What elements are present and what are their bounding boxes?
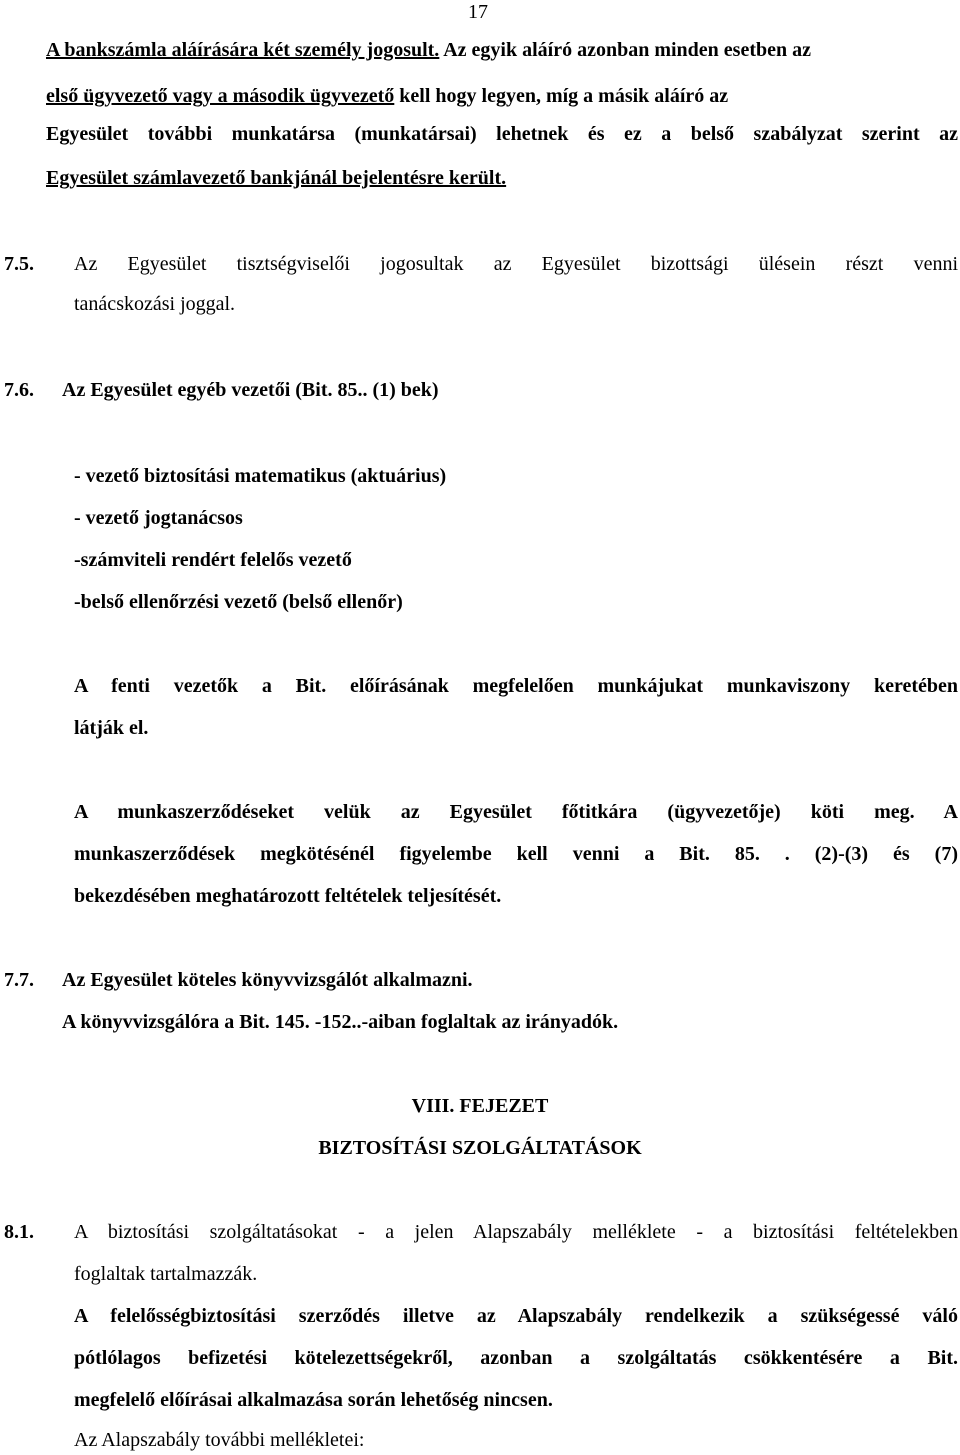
section-8-1-number: 8.1. xyxy=(4,1221,34,1243)
section-7-5-line-1: Az Egyesület tisztségviselői jogosultak az Egyesület bizottsági ülésein részt venni xyxy=(74,253,958,275)
section-7-5-line-2: tanácskozási joggal. xyxy=(74,293,236,315)
section-8-1-last-line: Az Alapszabály további mellékletei: xyxy=(74,1429,365,1451)
section-7-7-line-2: A könyvvizsgálóra a Bit. 145. -152..-aiban foglaltak az irányadók. xyxy=(62,1011,619,1033)
section-7-6-para2-line-3: bekezdésében meghatározott feltételek teljesítését. xyxy=(74,885,502,907)
section-7-6-para2-line-2: munkaszerződések megkötésénél figyelembe kell venni a Bit. 85. . (2)-(3) és (7) xyxy=(74,843,958,865)
section-7-6-para2-line-1: A munkaszerződéseket velük az Egyesület főtitkára (ügyvezetője) köti meg. A xyxy=(74,801,958,823)
page-number: 17 xyxy=(468,1,488,23)
section-8-1-bold-line-2: pótlólagos befizetési kötelezettségekről, azonban a szolgáltatás csökkentésére a Bit. xyxy=(74,1347,958,1369)
section-7-5-number: 7.5. xyxy=(4,253,34,275)
section-7-7-line-1: Az Egyesület köteles könyvvizsgálót alkalmazni. xyxy=(62,969,473,991)
intro-line-4: Egyesület számlavezető bankjánál bejelentésre került. xyxy=(46,167,507,189)
intro-line-2-rest: kell hogy legyen, míg a másik aláíró az xyxy=(394,85,729,107)
section-7-7-number: 7.7. xyxy=(4,969,34,991)
section-7-6-heading: Az Egyesület egyéb vezetői (Bit. 85.. (1) bek) xyxy=(62,379,439,401)
list-item: - vezető biztosítási matematikus (aktuárius) xyxy=(74,465,447,487)
chapter-number: VIII. FEJEZET xyxy=(411,1095,549,1117)
intro-line-2 xyxy=(46,84,958,108)
section-8-1-line-1: A biztosítási szolgáltatásokat - a jelen Alapszabály melléklete - a biztosítási feltételekben xyxy=(74,1221,958,1243)
section-7-6-para1-line-1: A fenti vezetők a Bit. előírásának megfelelően munkájukat munkaviszony keretében xyxy=(74,675,958,697)
intro-line-2-underlined: első ügyvezető vagy a második ügyvezető xyxy=(46,85,395,107)
section-7-6-number: 7.6. xyxy=(4,379,34,401)
section-8-1-bold-line-1: A felelősségbiztosítási szerződés illetve az Alapszabály rendelkezik a szükségessé váló xyxy=(74,1305,958,1327)
intro-line-3: Egyesület további munkatársa (munkatársai) lehetnek és ez a belső szabályzat szerint az xyxy=(46,123,958,145)
section-8-1-bold-line-3: megfelelő előírásai alkalmazása során lehetőség nincsen. xyxy=(74,1389,553,1411)
list-item: -számviteli rendért felelős vezető xyxy=(74,549,352,571)
intro-underlined-sentence: A bankszámla aláírására két személy jogosult. xyxy=(46,39,440,61)
section-7-6-para1-line-2: látják el. xyxy=(74,717,149,739)
chapter-title: BIZTOSÍTÁSI SZOLGÁLTATÁSOK xyxy=(318,1137,642,1159)
list-item: -belső ellenőrzési vezető (belső ellenőr) xyxy=(74,591,403,613)
intro-line-1-rest: Az egyik aláíró azonban minden esetben az xyxy=(439,39,811,61)
intro-line-1 xyxy=(46,38,958,62)
section-8-1-line-2: foglaltak tartalmazzák. xyxy=(74,1263,258,1285)
list-item: - vezető jogtanácsos xyxy=(74,507,243,529)
